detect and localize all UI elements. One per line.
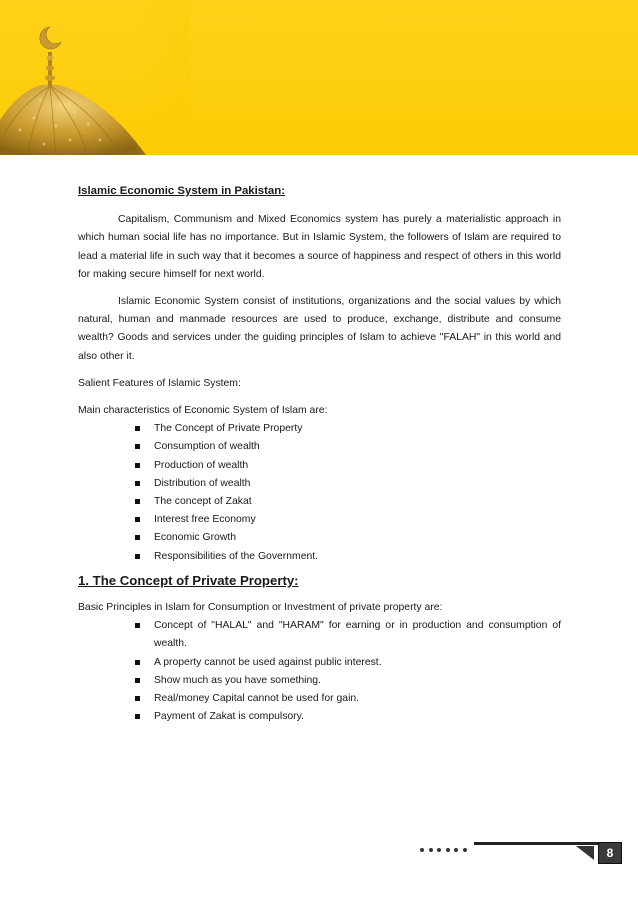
list-item: Concept of "HALAL" and "HARAM" for earning or in production and consumption of wealth. [134, 617, 561, 653]
dot-icon [437, 848, 441, 852]
principles-intro: Basic Principles in Islam for Consumption or Investment of private property are: [78, 602, 443, 614]
triangle-decoration-icon [576, 846, 594, 860]
features-list [78, 420, 561, 566]
footer-dots [420, 841, 471, 859]
square-bullet-icon [135, 554, 140, 559]
list-item: The Concept of Private Property [134, 420, 561, 438]
principles-list [78, 617, 561, 726]
square-bullet-icon [135, 535, 140, 540]
page-footer [0, 830, 638, 870]
dot-icon [446, 848, 450, 852]
dot-icon [454, 848, 458, 852]
square-bullet-icon [135, 678, 140, 683]
square-bullet-icon [135, 426, 140, 431]
list-item: Real/money Capital cannot be used for gain. [134, 690, 561, 708]
list-item: Payment of Zakat is compulsory. [134, 708, 561, 726]
salient-features-label: Salient Features of Islamic System: [78, 377, 241, 389]
square-bullet-icon [135, 714, 140, 719]
list-item: The concept of Zakat [134, 493, 561, 511]
dot-icon [420, 848, 424, 852]
document-heading: Islamic Economic System in Pakistan: [78, 185, 286, 197]
square-bullet-icon [135, 623, 140, 628]
header-banner [0, 0, 638, 155]
dot-icon [463, 848, 467, 852]
section-heading: 1. The Concept of Private Property: [78, 572, 299, 588]
list-item: Consumption of wealth [134, 438, 561, 456]
list-item: Distribution of wealth [134, 475, 561, 493]
square-bullet-icon [135, 696, 140, 701]
mosque-dome-image [0, 0, 638, 155]
square-bullet-icon [135, 481, 140, 486]
list-item: Responsibilities of the Government. [134, 548, 561, 566]
square-bullet-icon [135, 499, 140, 504]
square-bullet-icon [135, 660, 140, 665]
paragraph: Islamic Economic System consist of institutions, organizations and the social values by which natural, human and manmade resources are used to produce, exchange, distribute and consume wealth? Goods and services under the guiding principles of Islam to achieve "FALAH" in this world and also other it. [78, 296, 561, 362]
square-bullet-icon [135, 463, 140, 468]
list-item: Show much as you have something. [134, 672, 561, 690]
dot-icon [429, 848, 433, 852]
document-body [78, 182, 561, 732]
footer-rule [474, 842, 598, 845]
list-item: Production of wealth [134, 457, 561, 475]
paragraph: Capitalism, Communism and Mixed Economics system has purely a materialistic approach in which human social life has no importance. But in Islamic System, the followers of Islam are required to lead a material life in such way that it becomes a source of happiness and respect of others in this world for making secure himself for next world. [78, 214, 561, 280]
list-item: Economic Growth [134, 529, 561, 547]
page-number: 8 [598, 842, 622, 864]
list-item: A property cannot be used against public interest. [134, 654, 561, 672]
main-characteristics-intro: Main characteristics of Economic System of Islam are: [78, 405, 328, 417]
square-bullet-icon [135, 517, 140, 522]
square-bullet-icon [135, 444, 140, 449]
list-item: Interest free Economy [134, 511, 561, 529]
